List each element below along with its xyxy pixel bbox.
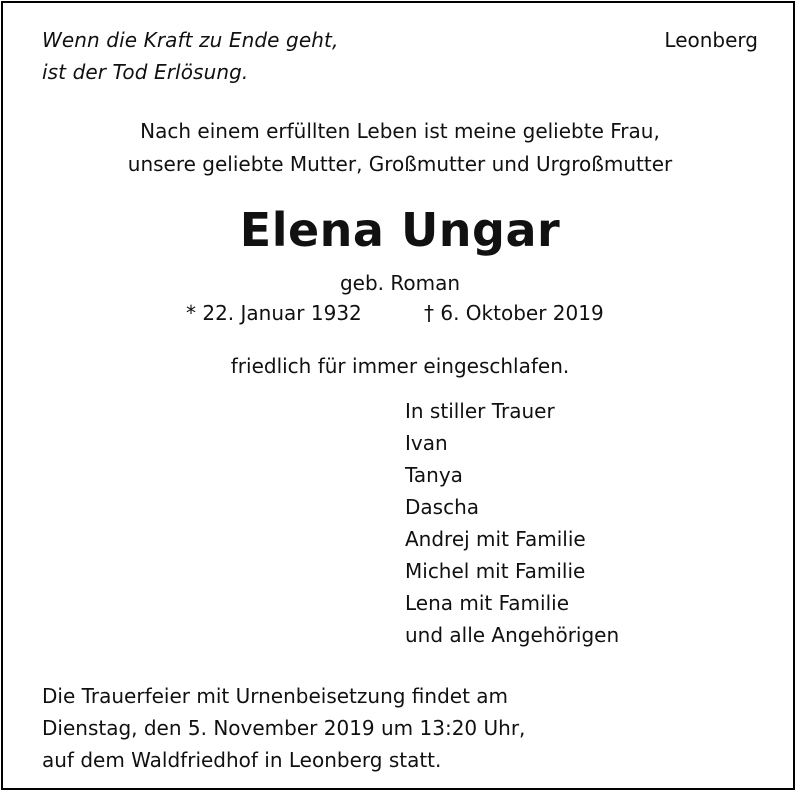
place-name: Leonberg	[664, 28, 758, 52]
service-info	[42, 680, 525, 776]
service-line-2: Dienstag, den 5. November 2019 um 13:20 Uhr,	[42, 716, 526, 740]
passing-text: friedlich für immer eingeschlafen.	[230, 354, 570, 378]
intro-line-1: Nach einem erfüllten Leben ist meine geliebte Frau,	[140, 119, 660, 143]
maiden-name: geb. Roman	[339, 271, 461, 295]
mourner-line: Andrej mit Familie	[405, 527, 586, 551]
intro-text	[0, 115, 800, 181]
mourner-line: und alle Angehörigen	[405, 623, 620, 647]
service-line-1: Die Trauerfeier mit Urnenbeisetzung findet am	[42, 684, 509, 708]
intro-line-2: unsere geliebte Mutter, Großmutter und Urgroßmutter	[127, 152, 673, 176]
birth-date: * 22. Januar 1932	[186, 301, 362, 325]
motto-line-1: Wenn die Kraft zu Ende geht,	[42, 28, 339, 52]
death-date: † 6. Oktober 2019	[424, 301, 604, 325]
motto	[42, 24, 338, 88]
deceased-name: Elena Ungar	[239, 203, 561, 257]
mourners-list	[405, 395, 619, 651]
mourner-line: Michel mit Familie	[405, 559, 586, 583]
mourner-line: Dascha	[405, 495, 480, 519]
mourner-line: In stiller Trauer	[405, 399, 555, 423]
mourner-line: Lena mit Familie	[405, 591, 570, 615]
service-line-3: auf dem Waldfriedhof in Leonberg statt.	[42, 748, 442, 772]
motto-line-2: ist der Tod Erlösung.	[42, 60, 249, 84]
mourner-line: Tanya	[405, 463, 463, 487]
mourner-line: Ivan	[405, 431, 448, 455]
